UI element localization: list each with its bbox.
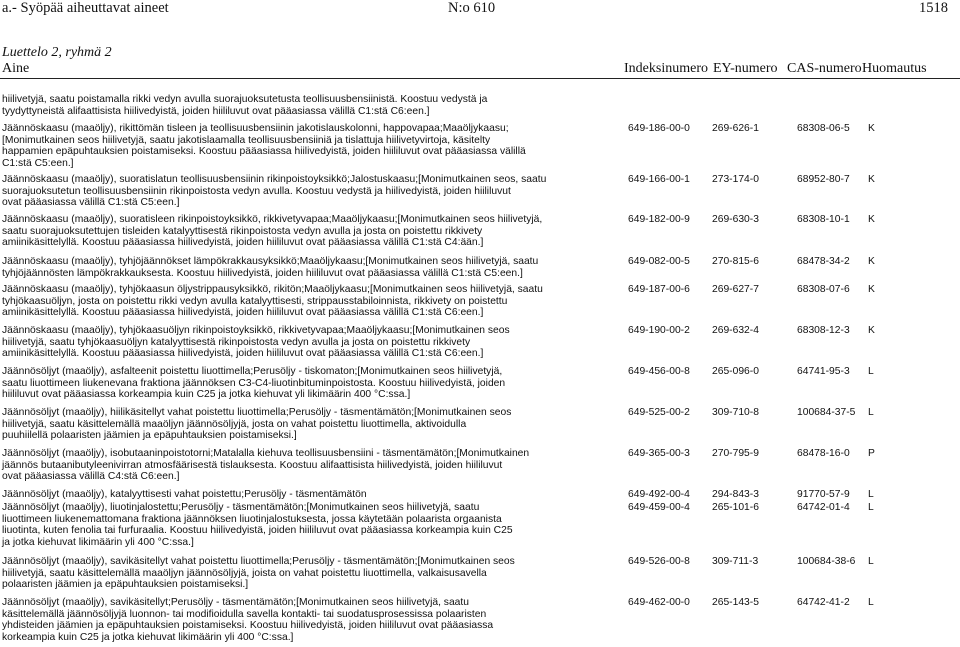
- cas-number: 68308-07-6: [797, 284, 850, 295]
- document-number: N:o 610: [448, 0, 496, 16]
- substance-entry: Jäännösöljyt (maaöljy), hiilikäsitellyt vahat poistettu liuottimella;Perusöljy - täsmentämätön;[Monimutkainen seos hiilivetyjä, saatu käsittelemällä maaöljyn jäännösöljyjä, josta on vahat poistettu liuottimella, aktivoidulla puuhiilellä polaaristen jäämien ja epäpuhtauksien poistamiseksi.]: [2, 407, 512, 442]
- substance-entry: Jäännösöljyt (maaöljy), asfalteenit poistettu liuottimella;Perusöljy - tiskomaton;[Monimutkainen seos hiilivetyjä, saatu liuottimeen liukenevana fraktiona jäännöksen C3-C4-liuotinbituminpoistosta. Koostuu hiilivedyistä, joiden hiililuvut ovat pääasiassa korkeampia kuin C25 ja jotka kiehuvat yli likimäärin 400 °C:ssa.]: [2, 366, 506, 401]
- index-number: 649-459-00-4: [628, 502, 690, 513]
- index-number: 649-082-00-5: [628, 256, 690, 267]
- cas-number: 68478-34-2: [797, 256, 850, 267]
- note-code: L: [868, 366, 874, 377]
- index-number: 649-166-00-1: [628, 174, 690, 185]
- ec-number: 265-101-6: [712, 502, 759, 513]
- ec-number: 269-627-7: [712, 284, 759, 295]
- ec-number: 273-174-0: [712, 174, 759, 185]
- cas-number: 64742-01-4: [797, 502, 850, 513]
- substance-entry: Jäännösöljyt (maaöljy), liuotinjalostettu;Perusöljy - täsmentämätön;[Monimutkainen seos hiilivetyjä, saatu liuottimeen liukenemattomana fraktiona jäännöksen liuotinjalostuksesta, jossa käytetään polaarista orgaanista liuotinta, kuten fenolia tai furfuraalia. Koostuu hiilivedyistä, joiden hiililuvut ovat pääasiassa korkeampia kuin C25 ja jotka kiehuvat likimäärin yli 400 °C:ssa.]: [2, 502, 513, 549]
- ec-number: 269-626-1: [712, 123, 759, 134]
- cas-number: 91770-57-9: [797, 489, 850, 500]
- index-number: 649-182-00-9: [628, 214, 690, 225]
- column-header-index-number: Indeksinumero: [624, 61, 708, 76]
- substance-entry: Jäännöskaasu (maaöljy), suoratislatun teollisuusbensiinin rikinpoistoyksikkö;Jalostuskaasu;[Monimutkainen seos, saatu suorajuoksutetun teollisuusbensiinin rikinpoistosta vedyn avulla. Koostuu vedystä ja hiilivedyistä, joiden hiililuvut ovat pääasiassa välillä C1:stä C5:een.]: [2, 174, 547, 209]
- index-number: 649-456-00-8: [628, 366, 690, 377]
- index-number: 649-492-00-4: [628, 489, 690, 500]
- substance-entry: Jäännöskaasu (maaöljy), suoratisleen rikinpoistoyksikkö, rikkivetyvapaa;Maaöljykaasu;[Monimutkainen seos hiilivetyjä, saatu suorajuoksutettujen tisleiden katalyyttisestä rikinpoistosta vedyn avulla ja josta on poistettu rikkivety amiinikäsittelyllä. Koostuu pääasiassa hiilivedyistä, joiden hiililuvut ovat pääasiassa välillä C1:stä C4:ään.]: [2, 214, 543, 249]
- ec-number: 294-843-3: [712, 489, 759, 500]
- note-code: L: [868, 407, 874, 418]
- cas-number: 68478-16-0: [797, 448, 850, 459]
- list-subtitle: Luettelo 2, ryhmä 2: [2, 45, 112, 60]
- cas-number: 68308-06-5: [797, 123, 850, 134]
- ec-number: 309-711-3: [712, 556, 759, 567]
- column-header-substance: Aine: [2, 61, 30, 76]
- cas-number: 68308-12-3: [797, 325, 850, 336]
- note-code: P: [868, 448, 875, 459]
- note-code: L: [868, 502, 874, 513]
- ec-number: 269-630-3: [712, 214, 759, 225]
- intro-continuation: hiilivetyjä, saatu poistamalla rikki vedyn avulla suorajuoksutetusta teollisuusbensiinistä. Koostuu vedystä ja tyydyttyneistä alifaattisista hiilivedyistä, joiden hiililuvut ovat pääasiassa välillä C1:stä C6:een.]: [2, 94, 488, 117]
- substance-entry: Jäännösöljyt (maaöljy), isobutaaninpoistotorni;Matalalla kiehuva teollisuusbensiini - täsmentämätön;[Monimutkainen jäännös butaanibutyleenivirran atmosfäärisestä tislauksesta. Koostuu alifaattisista hiilivedyistä, joiden hiililuvut ovat pääasiassa välillä C4:stä C6:een.]: [2, 448, 530, 483]
- substance-entry: Jäännöskaasu (maaöljy), rikittömän tisleen ja teollisuusbensiinin jakotislauskolonni, happovapaa;Maaöljykaasu; [Monimutkainen seos hiilivetyjä, saatu jakotislaamalla teollisuusbensiiniä ja tislattuja hiilivetyvirtoja, käsitelty happamien epäpuhtauksien poistamiseksi. Koostuu pääasiassa hiilivedyistä, joiden hiililuvut ovat pääasiassa välillä C1:stä C5:een.]: [2, 123, 526, 170]
- column-header-cas-number: CAS-numero: [787, 61, 862, 76]
- index-number: 649-186-00-0: [628, 123, 690, 134]
- cas-number: 100684-37-5: [797, 407, 856, 418]
- ec-number: 270-815-6: [712, 256, 759, 267]
- index-number: 649-462-00-0: [628, 597, 690, 608]
- ec-number: 270-795-9: [712, 448, 759, 459]
- ec-number: 265-096-0: [712, 366, 759, 377]
- header-divider: [0, 78, 960, 79]
- index-number: 649-525-00-2: [628, 407, 690, 418]
- note-code: K: [868, 325, 875, 336]
- column-header-note: Huomautus: [862, 61, 927, 76]
- cas-number: 64742-41-2: [797, 597, 850, 608]
- index-number: 649-526-00-8: [628, 556, 690, 567]
- note-code: L: [868, 597, 874, 608]
- note-code: K: [868, 174, 875, 185]
- note-code: L: [868, 556, 874, 567]
- cas-number: 64741-95-3: [797, 366, 850, 377]
- substance-entry: Jäännöskaasu (maaöljy), tyhjökaasun öljystrippausyksikkö, rikitön;Maaöljykaasu;[Monimutkainen seos hiilivetyjä, saatu tyhjökaasuöljyn, josta on poistettu rikki vedyn avulla katalyyttisesti, strippausstabiloinnista, rikkivety on poistettu amiinikäsittelyllä. Koostuu pääasiassa hiilivedyistä, joiden hiililuvut ovat pääasiassa välillä C1:stä C6:een.]: [2, 284, 543, 319]
- index-number: 649-365-00-3: [628, 448, 690, 459]
- index-number: 649-187-00-6: [628, 284, 690, 295]
- ec-number: 309-710-8: [712, 407, 759, 418]
- substance-entry: Jäännösöljyt (maaöljy), katalyyttisesti vahat poistettu;Perusöljy - täsmentämätön: [2, 489, 367, 500]
- ec-number: 269-632-4: [712, 325, 759, 336]
- column-header-ec-number: EY-numero: [713, 61, 778, 76]
- substance-entry: Jäännösöljyt (maaöljy), savikäsitellyt vahat poistettu liuottimella;Perusöljy - täsmentämätön;[Monimutkainen seos hiilivetyjä, saatu käsittelemällä maaöljyn jäännösöljyjä, joista on vahat poistettu liuottimella, valkaisusavella polaaristen jäämien ja epäpuhtauksien poistamiseksi.]: [2, 556, 515, 591]
- page-number: 1518: [919, 0, 948, 16]
- note-code: K: [868, 284, 875, 295]
- note-code: K: [868, 123, 875, 134]
- substance-entry: Jäännöskaasu (maaöljy), tyhjökaasuöljyn rikinpoistoyksikkö, rikkivetyvapaa;Maaöljykaasu;[Monimutkainen seos hiilivetyjä, saatu tyhjökaasuöljyn katalyyttisestä rikinpoistosta vedyn avulla ja josta on poistettu rikkivety amiinikäsittelyllä. Koostuu pääasiassa hiilivedyistä, joiden hiililuvut ovat pääasiassa välillä C1:stä C6:een.]: [2, 325, 510, 360]
- section-title: a.- Syöpää aiheuttavat aineet: [2, 0, 169, 16]
- cas-number: 68308-10-1: [797, 214, 850, 225]
- note-code: L: [868, 489, 874, 500]
- substance-entry: Jäännöskaasu (maaöljy), tyhjöjäännökset lämpökrakkausyksikkö;Maaöljykaasu;[Monimutkainen seos hiilivetyjä, saatu tyhjöjäännösten lämpökrakkauksesta. Koostuu hiilivedyistä, joiden hiililuvut ovat pääasiassa välillä C1:stä C5:een.]: [2, 256, 539, 279]
- substance-entry: Jäännösöljyt (maaöljy), savikäsitellyt;Perusöljy - täsmentämätön;[Monimutkainen seos hiilivetyjä, saatu käsittelemällä jäännösöljyjä luonnon- tai modifioidulla savella kontakti- tai suodatusprosessissa polaaristen yhdisteiden jäämien ja epäpuhtauksien poistamiseksi. Koostuu hiilivedyistä, joiden hiililuvut ovat pääasiassa korkeampia kuin C25 ja jotka kiehuvat likimäärin yli 400 °C:ssa.]: [2, 597, 494, 644]
- ec-number: 265-143-5: [712, 597, 759, 608]
- cas-number: 68952-80-7: [797, 174, 850, 185]
- index-number: 649-190-00-2: [628, 325, 690, 336]
- cas-number: 100684-38-6: [797, 556, 856, 567]
- note-code: K: [868, 256, 875, 267]
- note-code: K: [868, 214, 875, 225]
